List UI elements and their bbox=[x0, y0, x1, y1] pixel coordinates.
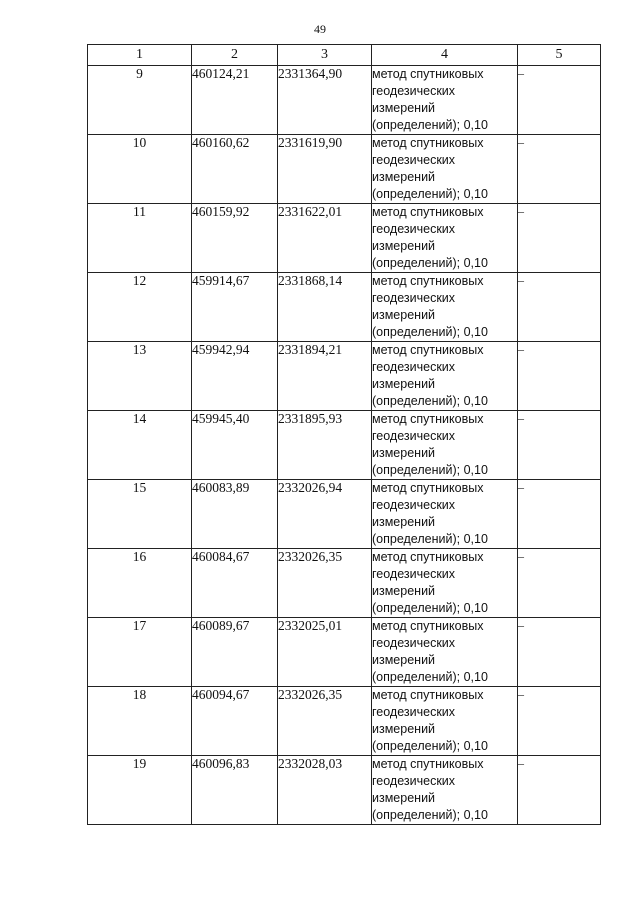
method-line: метод спутниковых bbox=[372, 550, 484, 564]
method-line: метод спутниковых bbox=[372, 136, 484, 150]
method-line: измерений bbox=[372, 170, 436, 184]
column-header: 1 bbox=[88, 45, 192, 66]
point-number-cell: 10 bbox=[88, 135, 192, 204]
method-line: (определений); 0,10 bbox=[372, 325, 488, 339]
point-number-cell: 16 bbox=[88, 549, 192, 618]
y-coordinate-cell: 2331364,90 bbox=[278, 66, 372, 135]
method-line: (определений); 0,10 bbox=[372, 118, 488, 132]
method-line: (определений); 0,10 bbox=[372, 187, 488, 201]
method-line: измерений bbox=[372, 584, 436, 598]
table-row bbox=[88, 687, 601, 756]
point-number-cell: 12 bbox=[88, 273, 192, 342]
x-coordinate-cell: 460084,67 bbox=[192, 549, 278, 618]
method-line: метод спутниковых bbox=[372, 619, 484, 633]
point-number-cell: 9 bbox=[88, 66, 192, 135]
method-line: измерений bbox=[372, 515, 436, 529]
method-line: измерений bbox=[372, 791, 436, 805]
method-line: измерений bbox=[372, 101, 436, 115]
method-line: метод спутниковых bbox=[372, 67, 484, 81]
note-cell: – bbox=[518, 273, 601, 342]
column-header: 3 bbox=[278, 45, 372, 66]
note-cell: – bbox=[518, 66, 601, 135]
y-coordinate-cell: 2332026,35 bbox=[278, 549, 372, 618]
note-cell: – bbox=[518, 135, 601, 204]
method-cell bbox=[372, 687, 518, 756]
table-row bbox=[88, 135, 601, 204]
x-coordinate-cell: 459942,94 bbox=[192, 342, 278, 411]
method-cell bbox=[372, 480, 518, 549]
page-number: 49 bbox=[314, 22, 326, 36]
table-row bbox=[88, 342, 601, 411]
x-coordinate-cell: 460160,62 bbox=[192, 135, 278, 204]
method-line: измерений bbox=[372, 722, 436, 736]
y-coordinate-cell: 2332025,01 bbox=[278, 618, 372, 687]
method-line: геодезических bbox=[372, 360, 456, 374]
method-cell bbox=[372, 756, 518, 825]
method-line: геодезических bbox=[372, 498, 456, 512]
table-row bbox=[88, 480, 601, 549]
method-line: метод спутниковых bbox=[372, 688, 484, 702]
y-coordinate-cell: 2331894,21 bbox=[278, 342, 372, 411]
method-line: измерений bbox=[372, 239, 436, 253]
method-line: геодезических bbox=[372, 774, 456, 788]
point-number-cell: 19 bbox=[88, 756, 192, 825]
method-cell bbox=[372, 618, 518, 687]
method-cell bbox=[372, 273, 518, 342]
column-header: 2 bbox=[192, 45, 278, 66]
table-header-row bbox=[88, 45, 601, 66]
method-line: (определений); 0,10 bbox=[372, 394, 488, 408]
method-line: измерений bbox=[372, 377, 436, 391]
method-cell bbox=[372, 342, 518, 411]
y-coordinate-cell: 2331619,90 bbox=[278, 135, 372, 204]
column-header: 4 bbox=[372, 45, 518, 66]
y-coordinate-cell: 2331895,93 bbox=[278, 411, 372, 480]
table-row bbox=[88, 66, 601, 135]
method-line: геодезических bbox=[372, 705, 456, 719]
note-cell: – bbox=[518, 756, 601, 825]
x-coordinate-cell: 459945,40 bbox=[192, 411, 278, 480]
method-line: метод спутниковых bbox=[372, 274, 484, 288]
point-number-cell: 11 bbox=[88, 204, 192, 273]
y-coordinate-cell: 2331622,01 bbox=[278, 204, 372, 273]
x-coordinate-cell: 460096,83 bbox=[192, 756, 278, 825]
table-row bbox=[88, 618, 601, 687]
method-line: метод спутниковых bbox=[372, 412, 484, 426]
method-line: метод спутниковых bbox=[372, 205, 484, 219]
y-coordinate-cell: 2331868,14 bbox=[278, 273, 372, 342]
point-number-cell: 18 bbox=[88, 687, 192, 756]
note-cell: – bbox=[518, 687, 601, 756]
point-number-cell: 13 bbox=[88, 342, 192, 411]
method-cell bbox=[372, 66, 518, 135]
x-coordinate-cell: 460094,67 bbox=[192, 687, 278, 756]
point-number-cell: 17 bbox=[88, 618, 192, 687]
method-cell bbox=[372, 204, 518, 273]
method-line: измерений bbox=[372, 446, 436, 460]
note-cell: – bbox=[518, 342, 601, 411]
x-coordinate-cell: 460124,21 bbox=[192, 66, 278, 135]
method-line: измерений bbox=[372, 653, 436, 667]
x-coordinate-cell: 460159,92 bbox=[192, 204, 278, 273]
point-number-cell: 15 bbox=[88, 480, 192, 549]
x-coordinate-cell: 460089,67 bbox=[192, 618, 278, 687]
y-coordinate-cell: 2332028,03 bbox=[278, 756, 372, 825]
method-line: метод спутниковых bbox=[372, 757, 484, 771]
x-coordinate-cell: 460083,89 bbox=[192, 480, 278, 549]
method-line: (определений); 0,10 bbox=[372, 256, 488, 270]
point-number-cell: 14 bbox=[88, 411, 192, 480]
method-line: геодезических bbox=[372, 222, 456, 236]
method-line: (определений); 0,10 bbox=[372, 808, 488, 822]
method-line: геодезических bbox=[372, 291, 456, 305]
method-line: геодезических bbox=[372, 567, 456, 581]
table-body bbox=[88, 66, 601, 825]
method-line: (определений); 0,10 bbox=[372, 670, 488, 684]
note-cell: – bbox=[518, 618, 601, 687]
method-line: метод спутниковых bbox=[372, 343, 484, 357]
x-coordinate-cell: 459914,67 bbox=[192, 273, 278, 342]
method-line: геодезических bbox=[372, 429, 456, 443]
method-line: геодезических bbox=[372, 636, 456, 650]
method-line: (определений); 0,10 bbox=[372, 463, 488, 477]
y-coordinate-cell: 2332026,94 bbox=[278, 480, 372, 549]
method-line: метод спутниковых bbox=[372, 481, 484, 495]
table-row bbox=[88, 411, 601, 480]
table-row bbox=[88, 204, 601, 273]
note-cell: – bbox=[518, 480, 601, 549]
note-cell: – bbox=[518, 204, 601, 273]
method-line: геодезических bbox=[372, 84, 456, 98]
note-cell: – bbox=[518, 411, 601, 480]
note-cell: – bbox=[518, 549, 601, 618]
method-cell bbox=[372, 549, 518, 618]
method-cell bbox=[372, 135, 518, 204]
column-header: 5 bbox=[518, 45, 601, 66]
method-line: (определений); 0,10 bbox=[372, 532, 488, 546]
method-line: (определений); 0,10 bbox=[372, 739, 488, 753]
table-row bbox=[88, 549, 601, 618]
y-coordinate-cell: 2332026,35 bbox=[278, 687, 372, 756]
table-row bbox=[88, 756, 601, 825]
table-row bbox=[88, 273, 601, 342]
method-cell bbox=[372, 411, 518, 480]
method-line: (определений); 0,10 bbox=[372, 601, 488, 615]
method-line: измерений bbox=[372, 308, 436, 322]
coordinates-table bbox=[87, 44, 601, 825]
method-line: геодезических bbox=[372, 153, 456, 167]
